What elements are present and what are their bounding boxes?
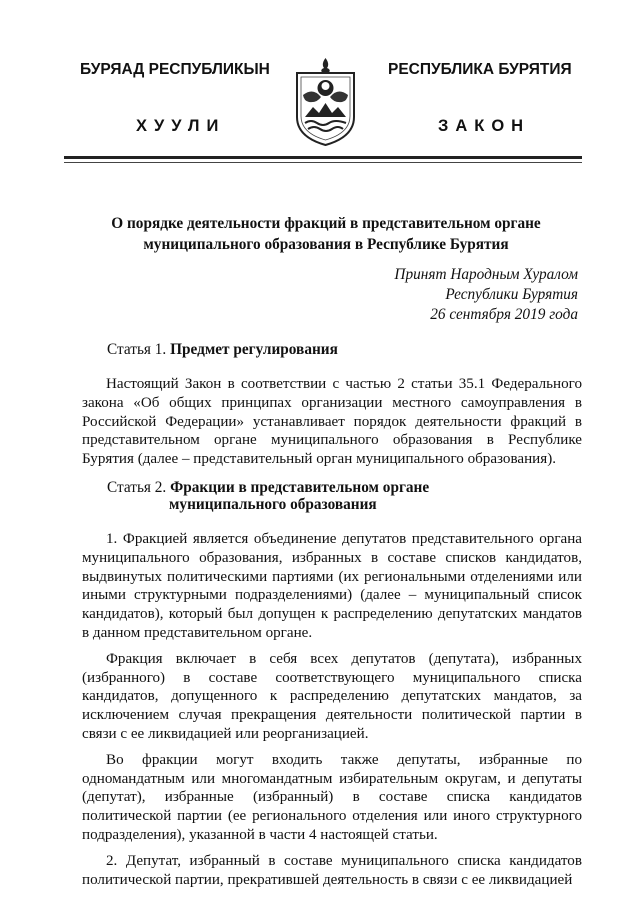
article1-number: Статья 1. (107, 341, 167, 358)
article1-title: Предмет регулирования (170, 341, 338, 358)
article2-heading (107, 478, 429, 497)
header-divider-thick (64, 156, 582, 159)
adoption-date: 26 сентября 2019 года (430, 306, 578, 323)
adoption-line2: Республики Бурятия (445, 286, 578, 303)
article2-title-line1: Фракции в представительном органе (170, 479, 430, 496)
header-right-title: РЕСПУБЛИКА БУРЯТИЯ (388, 61, 572, 78)
article2-title-line2: муниципального образования (169, 496, 377, 513)
article2-body (82, 530, 582, 896)
law-title-line1: О порядке деятельности фракций в представительном органе (111, 215, 541, 232)
header-left-subtitle: ХУУЛИ (136, 117, 226, 135)
law-title (70, 213, 582, 255)
article2-paragraph-2: Фракция включает в себя всех депутатов (депутата), избранных (избранного) в составе соответствующего муниципального списка кандидатов, допущенного к распределению депутатских мандатов, за исключением случая прекращения деятельности политической партии в связи с ее ликвидацией или реорганизацией. (82, 650, 582, 742)
adoption-note (330, 265, 578, 325)
article2-paragraph-1: 1. Фракцией является объединение депутатов представительного органа муниципального образования, избранных в составе списков кандидатов, выдвинутых политическими партиями (их региональными отделениями или иными структурными подразделениями) (далее – муниципальный список кандидатов), который был допущен к распределению депутатских мандатов в данном представительном органе. (82, 531, 582, 641)
article2-paragraph-3: Во фракции могут входить также депутаты, избранные по одномандатным или многомандатным избирательным округам, и депутаты (депутат), избранные (избранный) в составе списка кандидатов политической партии (ее регионального отделения или иного структурного подразделения), указанной в части 4 настоящей статьи. (82, 751, 582, 843)
article1-paragraph: Настоящий Закон в соответствии с частью 2 статьи 35.1 Федерального закона «Об общих принципах организации местного самоуправления в Российской Федерации» устанавливает порядок деятельности фракций в представительном органе муниципального образования в Республике Бурятия (далее – представительный орган муниципального образования). (82, 376, 582, 468)
article2-paragraph-4: 2. Депутат, избранный в составе муниципального списка кандидатов политической партии, прекратившей деятельность в связи с ее ликвидацией (82, 852, 582, 888)
coat-of-arms-icon (291, 55, 360, 147)
adoption-line1: Принят Народным Хуралом (394, 266, 578, 283)
header-left-title: БУРЯАД РЕСПУБЛИКЫН (80, 61, 270, 78)
article1-heading (107, 340, 338, 359)
header-divider-thin (64, 162, 582, 163)
law-title-line2: муниципального образования в Республике Бурятия (143, 236, 509, 253)
header-right-subtitle: ЗАКОН (438, 117, 531, 135)
article2-number: Статья 2. (107, 479, 167, 496)
